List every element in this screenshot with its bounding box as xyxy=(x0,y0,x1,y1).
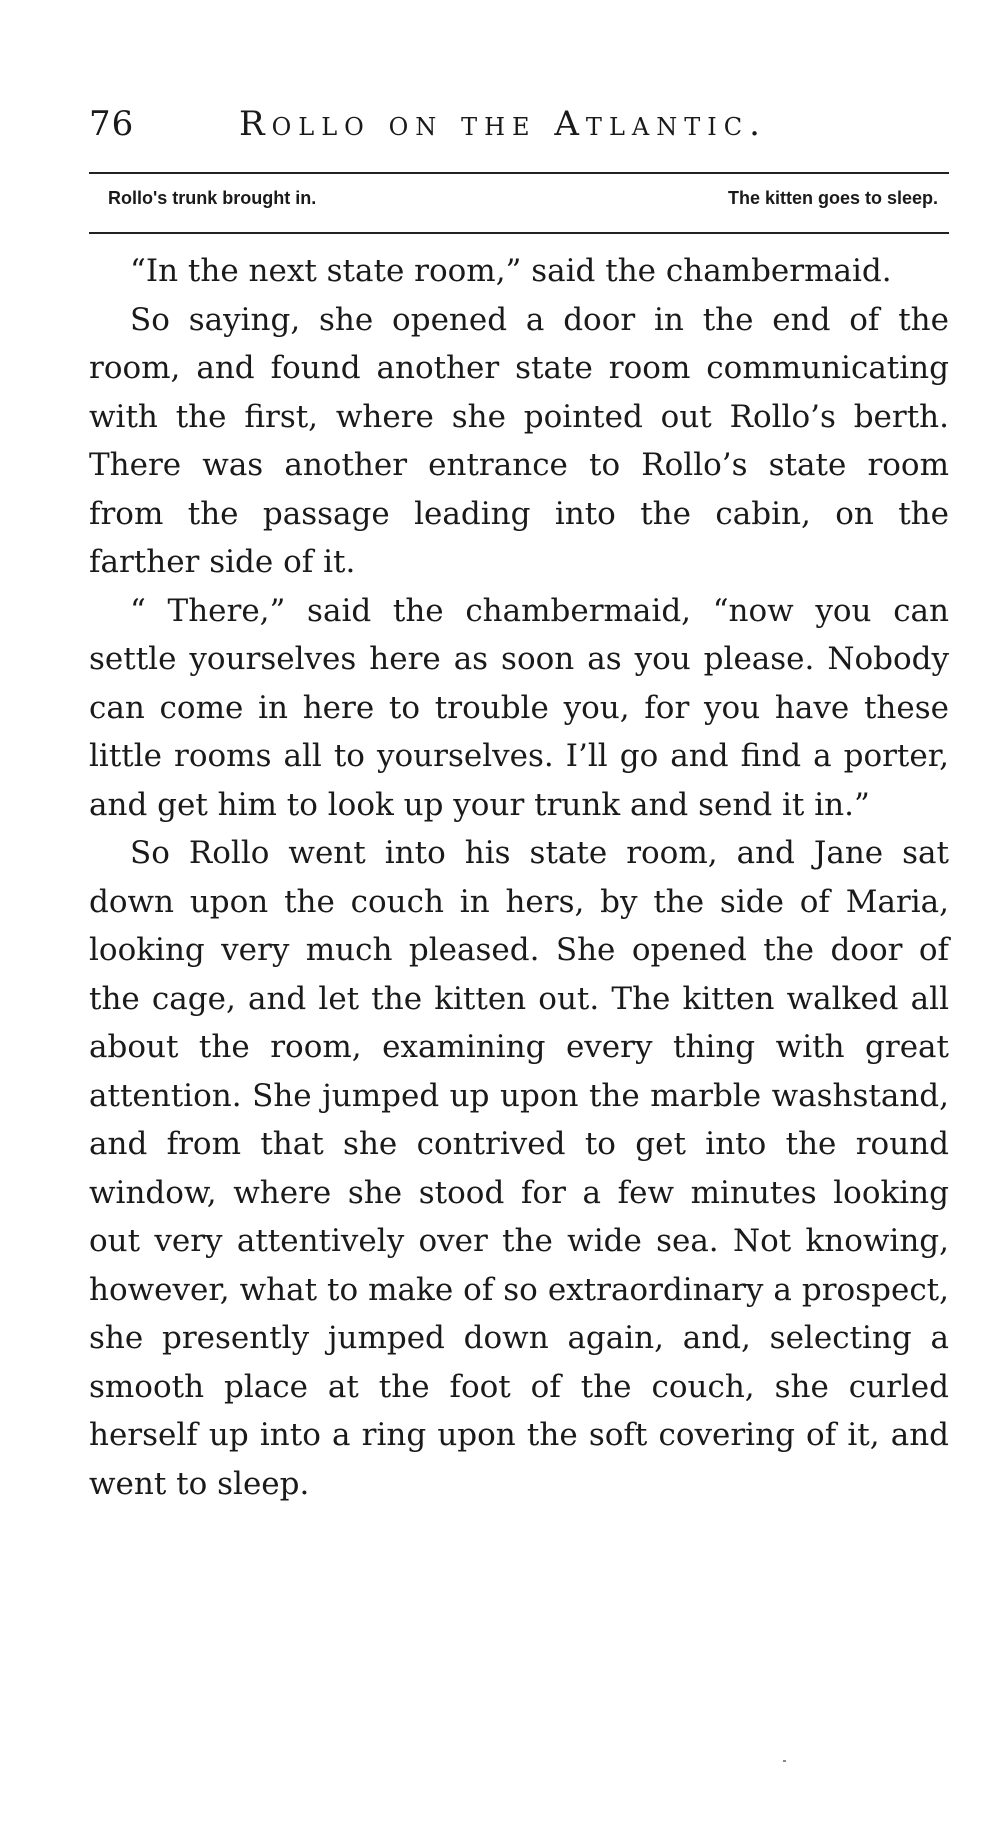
paper-speck xyxy=(783,1760,786,1762)
paragraph: “ There,” said the chambermaid, “now you can settle yourselves here as soon as you please. Nobody can come in here to trouble you, for you have these little rooms all to yourselves. I’ll go and find a porter, and get him to look up your trunk and send it in.” xyxy=(89,592,949,823)
running-head xyxy=(89,104,949,154)
subhead-right: The kitten goes to sleep. xyxy=(727,188,938,208)
book-title: Rollo on the Atlantic. xyxy=(239,104,767,144)
header-rule-top xyxy=(89,172,949,174)
body-text xyxy=(89,247,949,1508)
paragraph: So saying, she opened a door in the end of the room, and found another state room communicating with the first, where she pointed out Rollo’s berth. There was another entrance to Rollo’s state room from the passage leading into the cabin, on the farther side of it. xyxy=(89,301,949,580)
page-number: 76 xyxy=(89,104,135,144)
section-subheads xyxy=(108,188,938,218)
paragraph: “In the next state room,” said the chambermaid. xyxy=(130,253,892,289)
paragraph: So Rollo went into his state room, and Jane sat down upon the couch in hers, by the side of Maria, looking very much pleased. She opened the door of the cage, and let the kitten out. The kitten walked all about the room, examining every thing with great attention. She jumped up upon the marble washstand, and from that she contrived to get into the round window, where she stood for a few minutes looking out very attentively over the wide sea. Not knowing, however, what to make of so extraordinary a prospect, she presently jumped down again, and, selecting a smooth place at the foot of the couch, she curled herself up into a ring upon the soft covering of it, and went to sleep. xyxy=(89,835,949,1502)
subhead-left: Rollo's trunk brought in. xyxy=(108,188,317,208)
header-rule-bottom xyxy=(89,232,949,234)
